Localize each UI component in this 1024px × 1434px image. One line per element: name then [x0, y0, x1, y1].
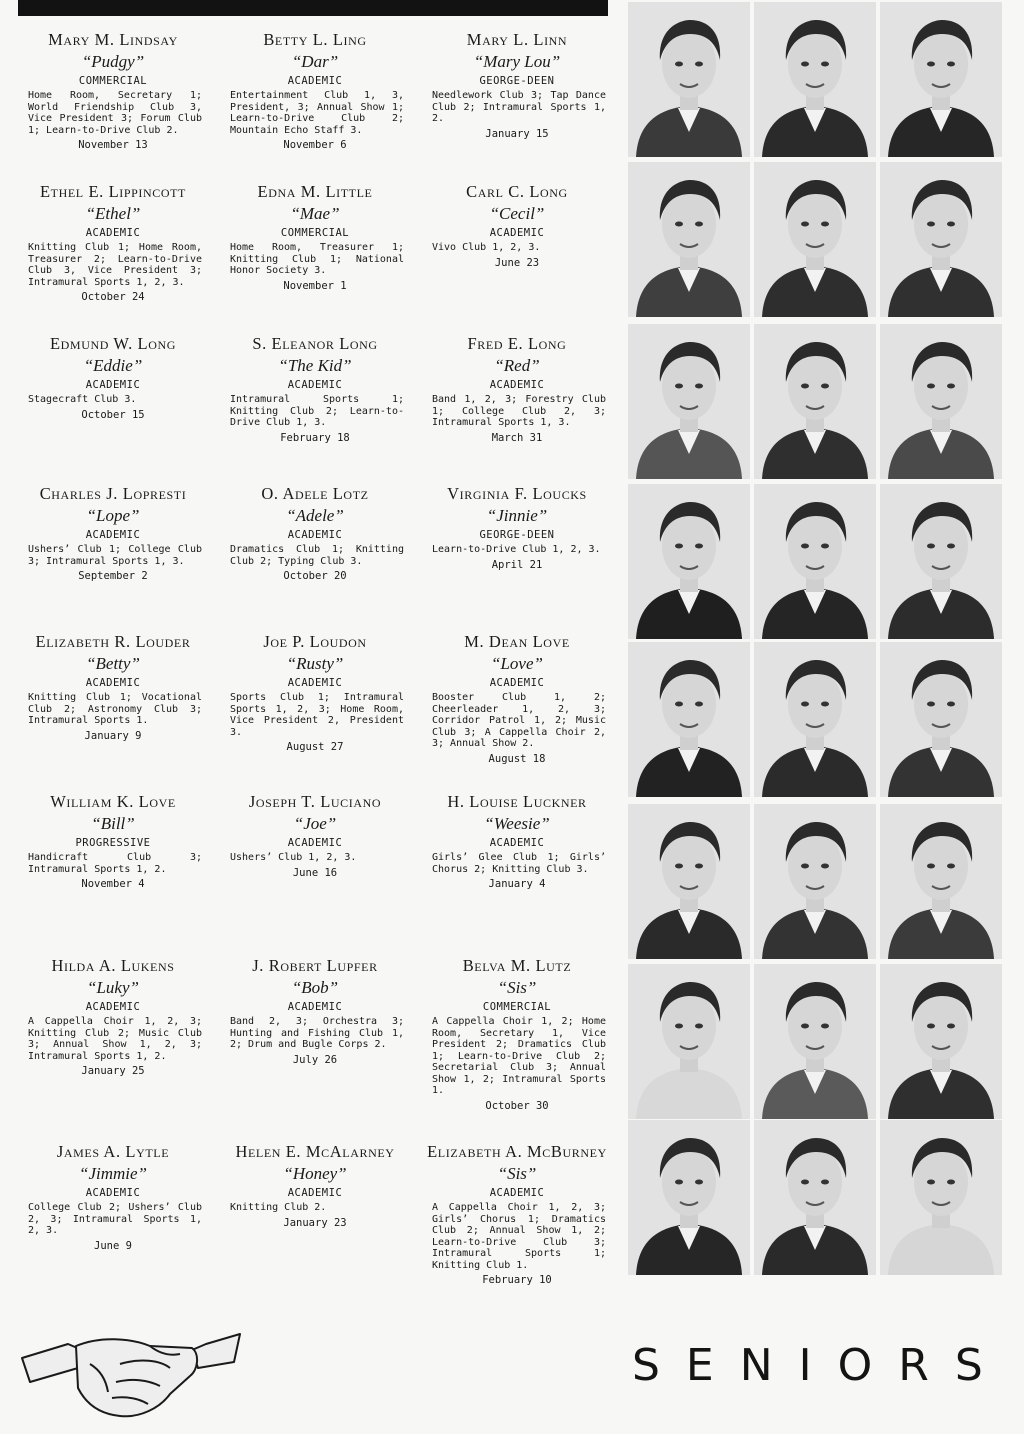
portrait-photo [880, 484, 1002, 639]
student-nickname: “Jinnie” [486, 506, 548, 525]
portrait-photo [754, 324, 876, 479]
student-activities: Band 1, 2, 3; Forestry Club 1; College Club 2, 3; Intramural Sports 1, 3. [432, 394, 606, 428]
student-name: Hilda A. Lukens [51, 956, 175, 975]
portrait-photo [880, 642, 1002, 797]
student-name: Virginia F. Loucks [447, 484, 587, 503]
student-activities: Sports Club 1; Intramural Sports 1, 2, 3; Home Room, Vice President 2, President 3. [230, 692, 404, 738]
student-nickname: “Jimmie” [79, 1164, 147, 1183]
student-activities: Needlework Club 3; Tap Dance Club 2; Intramural Sports 1, 2. [432, 90, 606, 124]
portrait-photo [628, 1120, 750, 1275]
portrait-photo [754, 2, 876, 157]
student-name: Belva M. Lutz [462, 956, 572, 975]
student-activities: A Cappella Choir 1, 2; Home Room, Secretary 1, Vice President 2; Dramatics Club 1; Learn-to-Drive Club 2; Secretarial Club 3; Annual Show 1, 2; Intramural Sports 1. [432, 1016, 606, 1096]
student-nickname: “Pudgy” [81, 52, 145, 71]
student-activities: Vivo Club 1, 2, 3. [432, 242, 541, 253]
student-course: ACADEMIC [287, 1001, 343, 1013]
portrait-photo [628, 964, 750, 1119]
student-nickname: “Bob” [291, 978, 339, 997]
senior-entry [220, 484, 410, 583]
portrait-photo [880, 162, 1002, 317]
student-name: Fred E. Long [467, 334, 567, 353]
student-course: ACADEMIC [489, 1187, 545, 1199]
student-birthday: November 13 [78, 139, 148, 151]
senior-entry [18, 792, 208, 891]
student-name: Mary L. Linn [466, 30, 568, 49]
portrait-photo [754, 1120, 876, 1275]
student-name: M. Dean Love [464, 632, 570, 651]
student-birthday: October 15 [81, 408, 145, 421]
student-birthday: July 26 [292, 1053, 338, 1066]
student-activities: Entertainment Club 1, 3, President, 3; Annual Show 1; Learn-to-Drive Club 2; Mountain Echo Staff 3. [230, 90, 404, 136]
student-activities: Knitting Club 1; Home Room, Treasurer 2; Learn-to-Drive Club 3, Vice President 3; Intramural Sports 1, 2, 3. [28, 242, 202, 288]
senior-entry [18, 484, 208, 583]
student-nickname: “Sis” [497, 1164, 537, 1183]
student-name: Betty L. Ling [263, 30, 367, 49]
senior-entry [422, 1142, 612, 1287]
student-course: ACADEMIC [85, 677, 141, 689]
senior-entry [18, 1142, 208, 1253]
student-nickname: “Rusty” [286, 654, 344, 673]
portrait-photo [754, 964, 876, 1119]
student-name: Elizabeth R. Louder [35, 632, 191, 651]
senior-entry [422, 334, 612, 445]
student-birthday: November 4 [81, 878, 145, 890]
portrait-photo [628, 484, 750, 639]
student-name: Carl C. Long [466, 182, 568, 201]
student-nickname: “Honey” [283, 1164, 347, 1183]
portrait-photo [880, 804, 1002, 959]
student-birthday: February 10 [482, 1274, 552, 1286]
portrait-photo [628, 324, 750, 479]
student-activities: Handicraft Club 3; Intramural Sports 1, 2. [28, 852, 202, 875]
student-birthday: August 18 [488, 752, 546, 765]
student-nickname: “Red” [494, 356, 540, 375]
student-birthday: October 24 [81, 291, 145, 303]
senior-entry [18, 30, 208, 152]
student-activities: Home Room, Secretary 1; World Friendship Club 3, Vice President 3; Forum Club 1; Learn-to-Drive Club 2. [28, 90, 202, 136]
student-birthday: October 20 [283, 570, 347, 582]
student-course: ACADEMIC [287, 837, 343, 849]
student-nickname: “Lope” [86, 506, 140, 525]
student-course: ACADEMIC [489, 677, 545, 689]
student-nickname: “Eddie” [83, 356, 143, 375]
student-birthday: January 25 [81, 1065, 145, 1077]
student-activities: Learn-to-Drive Club 1, 2, 3. [432, 544, 601, 555]
portrait-photo [628, 2, 750, 157]
student-activities: Dramatics Club 1; Knitting Club 2; Typing Club 3. [230, 544, 404, 567]
student-course: ACADEMIC [287, 529, 343, 541]
student-name: S. Eleanor Long [252, 334, 378, 353]
student-nickname: “The Kid” [278, 356, 352, 375]
portrait-photo [754, 642, 876, 797]
student-course: ACADEMIC [287, 75, 343, 87]
seniors-heading: SENIORS [632, 1340, 1009, 1391]
student-nickname: “Betty” [86, 654, 140, 673]
handshake-icon [20, 1324, 242, 1424]
student-name: Elizabeth A. McBurney [427, 1142, 607, 1161]
student-birthday: January 15 [485, 127, 549, 140]
student-name: Edna M. Little [257, 182, 373, 201]
student-nickname: “Luky” [87, 978, 139, 997]
portrait-photo [880, 2, 1002, 157]
student-course: ACADEMIC [85, 227, 141, 239]
senior-entry [220, 956, 410, 1067]
student-course: COMMERCIAL [482, 1001, 552, 1013]
senior-entry [220, 334, 410, 445]
student-name: O. Adele Lotz [261, 484, 369, 503]
student-activities: Knitting Club 2. [230, 1202, 327, 1213]
senior-entry [422, 182, 612, 270]
student-course: ACADEMIC [85, 1187, 141, 1199]
portrait-photo [754, 804, 876, 959]
student-name: Ethel E. Lippincott [39, 182, 186, 201]
student-birthday: April 21 [491, 558, 543, 571]
senior-entry [422, 484, 612, 572]
senior-entry [18, 334, 208, 422]
student-course: ACADEMIC [489, 379, 545, 391]
student-birthday: October 30 [485, 1099, 549, 1112]
student-course: PROGRESSIVE [75, 837, 151, 849]
student-nickname: “Adele” [286, 506, 344, 525]
student-birthday: January 4 [488, 878, 546, 890]
top-black-bar [18, 0, 608, 16]
senior-entry [18, 956, 208, 1078]
student-name: J. Robert Lupfer [252, 956, 378, 975]
senior-entry [220, 1142, 410, 1230]
senior-entry [220, 182, 410, 293]
student-name: Joe P. Loudon [263, 632, 367, 651]
student-birthday: March 31 [491, 431, 543, 444]
student-birthday: January 23 [283, 1216, 347, 1229]
student-activities: Knitting Club 1; Vocational Club 2; Astronomy Club 3; Intramural Sports 1. [28, 692, 202, 726]
senior-entry [422, 792, 612, 891]
portrait-photo [880, 324, 1002, 479]
student-name: Charles J. Lopresti [39, 484, 187, 503]
student-course: ACADEMIC [489, 837, 545, 849]
student-activities: Band 2, 3; Orchestra 3; Hunting and Fishing Club 1, 2; Drum and Bugle Corps 2. [230, 1016, 404, 1050]
student-course: ACADEMIC [85, 529, 141, 541]
senior-entry [18, 182, 208, 304]
student-nickname: “Dar” [291, 52, 339, 71]
student-activities: Booster Club 1, 2; Cheerleader 1, 2, 3; Corridor Patrol 1, 2; Music Club 3; A Cappella Choir 2, 3; Annual Show 2. [432, 692, 606, 749]
student-course: ACADEMIC [85, 379, 141, 391]
student-activities: Girls’ Glee Club 1; Girls’ Chorus 2; Knitting Club 3. [432, 852, 606, 875]
student-activities: A Cappella Choir 1, 2, 3; Knitting Club 2; Music Club 3; Annual Show 1, 2, 3; Intramural Sports 1, 2. [28, 1016, 202, 1062]
senior-entry [220, 632, 410, 754]
student-birthday: November 6 [283, 139, 347, 151]
student-course: GEORGE-DEEN [479, 75, 555, 87]
portrait-photo [628, 162, 750, 317]
student-name: Edmund W. Long [49, 334, 177, 353]
senior-entry [220, 30, 410, 152]
student-birthday: August 27 [286, 741, 344, 753]
student-nickname: “Ethel” [85, 204, 141, 223]
student-course: ACADEMIC [287, 677, 343, 689]
student-nickname: “Weesie” [484, 814, 550, 833]
student-name: Mary M. Lindsay [48, 30, 178, 49]
portrait-photo [628, 642, 750, 797]
senior-entry [422, 632, 612, 766]
student-course: ACADEMIC [287, 379, 343, 391]
student-birthday: June 16 [292, 866, 338, 879]
student-activities: Stagecraft Club 3. [28, 394, 137, 405]
student-name: Joseph T. Luciano [248, 792, 382, 811]
student-birthday: June 9 [94, 1239, 132, 1252]
student-course: COMMERCIAL [78, 75, 148, 87]
student-birthday: November 1 [283, 279, 347, 292]
portrait-photo [628, 804, 750, 959]
student-nickname: “Mary Lou” [473, 52, 561, 71]
student-name: William K. Love [50, 792, 176, 811]
senior-entry [422, 956, 612, 1113]
student-name: H. Louise Luckner [447, 792, 587, 811]
student-nickname: “Joe” [293, 814, 337, 833]
student-course: COMMERCIAL [280, 227, 350, 239]
student-birthday: September 2 [78, 570, 148, 582]
senior-entry [18, 632, 208, 743]
student-activities: Intramural Sports 1; Knitting Club 2; Learn-to-Drive Club 1, 3. [230, 394, 404, 428]
student-birthday: February 18 [280, 431, 350, 444]
student-course: ACADEMIC [287, 1187, 343, 1199]
student-nickname: “Cecil” [489, 204, 545, 223]
student-activities: A Cappella Choir 1, 2, 3; Girls’ Chorus 1; Dramatics Club 2; Annual Show 1, 2; Learn-to-Drive Club 3; Intramural Sports 1; Knitting Club 1. [432, 1202, 606, 1271]
student-name: James A. Lytle [56, 1142, 170, 1161]
portrait-photo [754, 162, 876, 317]
student-course: GEORGE-DEEN [479, 529, 555, 541]
student-birthday: January 9 [84, 729, 142, 742]
student-course: ACADEMIC [85, 1001, 141, 1013]
portrait-photo [880, 1120, 1002, 1275]
student-activities: Ushers’ Club 1, 2, 3. [230, 852, 357, 863]
student-birthday: June 23 [494, 256, 540, 269]
portrait-photo [880, 964, 1002, 1119]
student-activities: Ushers’ Club 1; College Club 3; Intramural Sports 1, 3. [28, 544, 202, 567]
student-course: ACADEMIC [489, 227, 545, 239]
senior-entry [422, 30, 612, 141]
student-nickname: “Mae” [290, 204, 340, 223]
student-activities: Home Room, Treasurer 1; Knitting Club 1; National Honor Society 3. [230, 242, 404, 276]
student-nickname: “Love” [491, 654, 543, 673]
senior-entry [220, 792, 410, 880]
student-nickname: “Bill” [91, 814, 135, 833]
portrait-photo [754, 484, 876, 639]
student-name: Helen E. McAlarney [235, 1142, 395, 1161]
student-activities: College Club 2; Ushers’ Club 2, 3; Intramural Sports 1, 2, 3. [28, 1202, 202, 1236]
student-nickname: “Sis” [497, 978, 537, 997]
